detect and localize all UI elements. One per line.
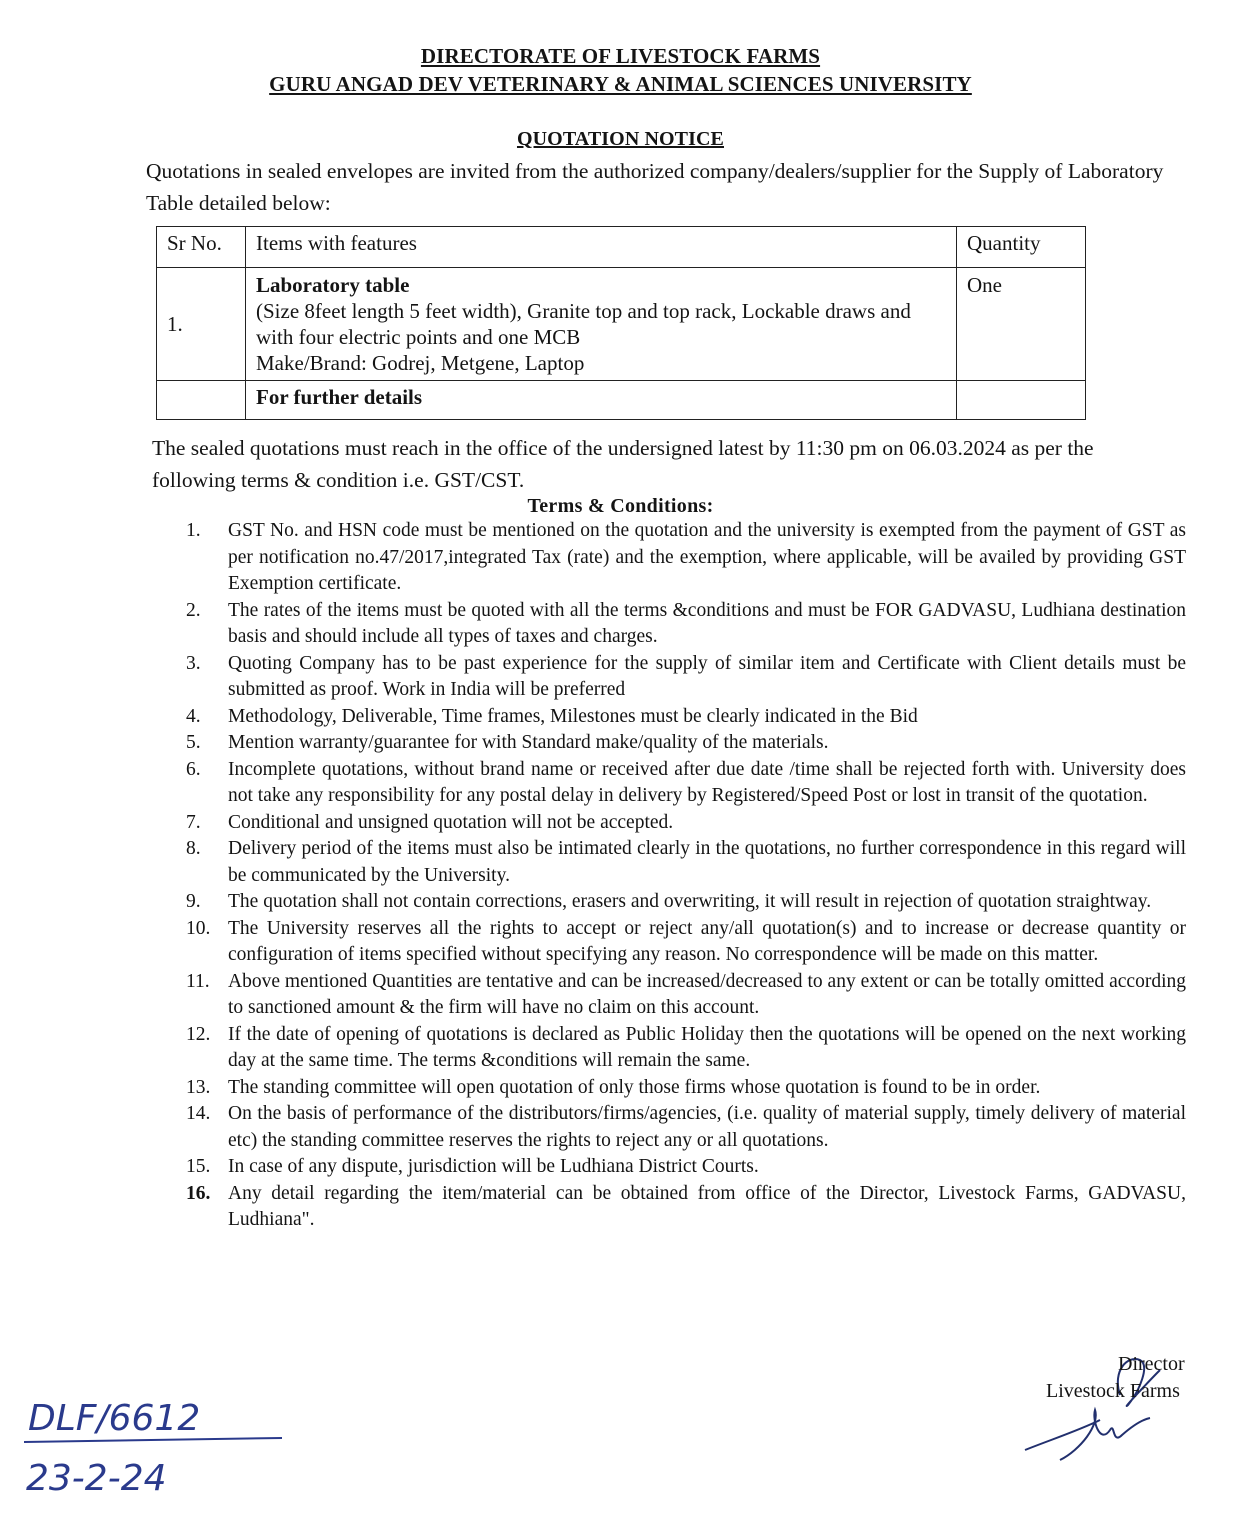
list-item: 3. Quoting Company has to be past experience for the supply of similar item and Certificate with Client details must be submitted as proof. Work in India will be preferred — [186, 652, 1186, 700]
list-item: 10. The University reserves all the rights to accept or reject any/all quotation(s) and to increase or decrease quantity or configuration of items specified without specifying any reason. No correspondence will be made on this matter. — [186, 917, 1186, 965]
list-item: 13. The standing committee will open quotation of only those firms whose quotation is found to be in order. — [186, 1076, 1041, 1098]
table-header-row — [157, 227, 1086, 268]
list-item: 1. GST No. and HSN code must be mentioned on the quotation and the university is exempted from the payment of GST as per notification no.47/2017,integrated Tax (rate) and the exemption, where applicable, will be availed by providing GST Exemption certificate. — [186, 520, 1186, 594]
university-heading: GURU ANGAD DEV VETERINARY & ANIMAL SCIENCES UNIVERSITY — [269, 72, 972, 96]
header-sr-no: Sr No. — [157, 227, 246, 268]
header-quantity: Quantity — [957, 227, 1086, 268]
item-specs: (Size 8feet length 5 feet width), Granite top and top rack, Lockable draws and with four electric points and one MCB — [256, 299, 911, 349]
handwritten-diary-note — [20, 1390, 300, 1510]
item-title: Laboratory table — [256, 273, 410, 297]
empty-cell — [157, 381, 246, 420]
item-quantity: One — [957, 268, 1086, 381]
intro-paragraph: Quotations in sealed envelopes are invited from the authorized company/dealers/supplier for the Supply of Laboratory Table detailed below: — [146, 159, 1164, 215]
deadline-paragraph: The sealed quotations must reach in the office of the undersigned latest by 11:30 pm on 06.03.2024 as per the following terms & condition i.e. GST/CST. — [152, 436, 1094, 492]
list-item: 14. On the basis of performance of the distributors/firms/agencies, (i.e. quality of material supply, timely delivery of material etc) the standing committee reserves the rights to reject any or all quotations. — [186, 1103, 1186, 1151]
list-item: 7. Conditional and unsigned quotation will not be accepted. — [186, 811, 674, 833]
diary-date: 23-2-24 — [26, 1458, 167, 1499]
list-item: 5. Mention warranty/guarantee for with Standard make/quality of the materials. — [186, 732, 829, 753]
list-item: 4. Methodology, Deliverable, Time frames, Milestones must be clearly indicated in the Bid — [186, 705, 918, 727]
list-item: 16. Any detail regarding the item/material can be obtained from office of the Director, Livestock Farms, GADVASU, Ludhiana". — [186, 1182, 1186, 1230]
table-row — [157, 268, 1086, 381]
directorate-heading: DIRECTORATE OF LIVESTOCK FARMS — [420, 44, 821, 68]
list-item: 2. The rates of the items must be quoted with all the terms &conditions and must be FOR GADVASU, Ludhiana destination basis and should include all types of taxes and charges. — [186, 599, 1186, 647]
item-brand: Make/Brand: Godrej, Metgene, Laptop — [256, 351, 585, 375]
list-item: 11. Above mentioned Quantities are tentative and can be increased/decreased to any extent or can be totally omitted according to sanctioned amount & the firm will have no claim on this account. — [186, 970, 1186, 1018]
header-items: Items with features — [246, 227, 957, 268]
list-item: 6. Incomplete quotations, without brand name or received after due date /time shall be rejected forth with. University does not take any responsibility for any postal delay in delivery by Registered/Speed Post or lost in transit of the quotation. — [186, 758, 1186, 806]
list-item: 8. Delivery period of the items must also be intimated clearly in the quotations, no further correspondence in this regard will be communicated by the University. — [186, 838, 1186, 886]
handwritten-note-drawing — [20, 1390, 300, 1510]
notice-title: QUOTATION NOTICE — [516, 128, 724, 150]
signatory-office: Livestock Farms — [1046, 1380, 1180, 1402]
terms-heading: Terms & Conditions: — [527, 495, 714, 517]
item-description-cell — [246, 268, 957, 381]
terms-list — [186, 518, 1186, 1234]
list-item: 9. The quotation shall not contain corrections, erasers and overwriting, it will result in rejection of quotation straightway. — [186, 891, 1152, 912]
item-sr-no: 1. — [157, 268, 246, 381]
table-row — [157, 381, 1086, 420]
list-item: 15. In case of any dispute, jurisdiction will be Ludhiana District Courts. — [186, 1156, 759, 1177]
list-item: 12. If the date of opening of quotations is declared as Public Holiday then the quotations will be opened on the next working day at the same time. The terms &conditions will remain the same. — [186, 1023, 1186, 1071]
signatory-title: Director — [1118, 1353, 1185, 1375]
diary-number: DLF/6612 — [28, 1398, 201, 1439]
further-details-label: For further details — [246, 381, 957, 420]
items-table — [156, 226, 1086, 420]
director-signature-block — [1000, 1350, 1210, 1490]
empty-cell — [957, 381, 1086, 420]
